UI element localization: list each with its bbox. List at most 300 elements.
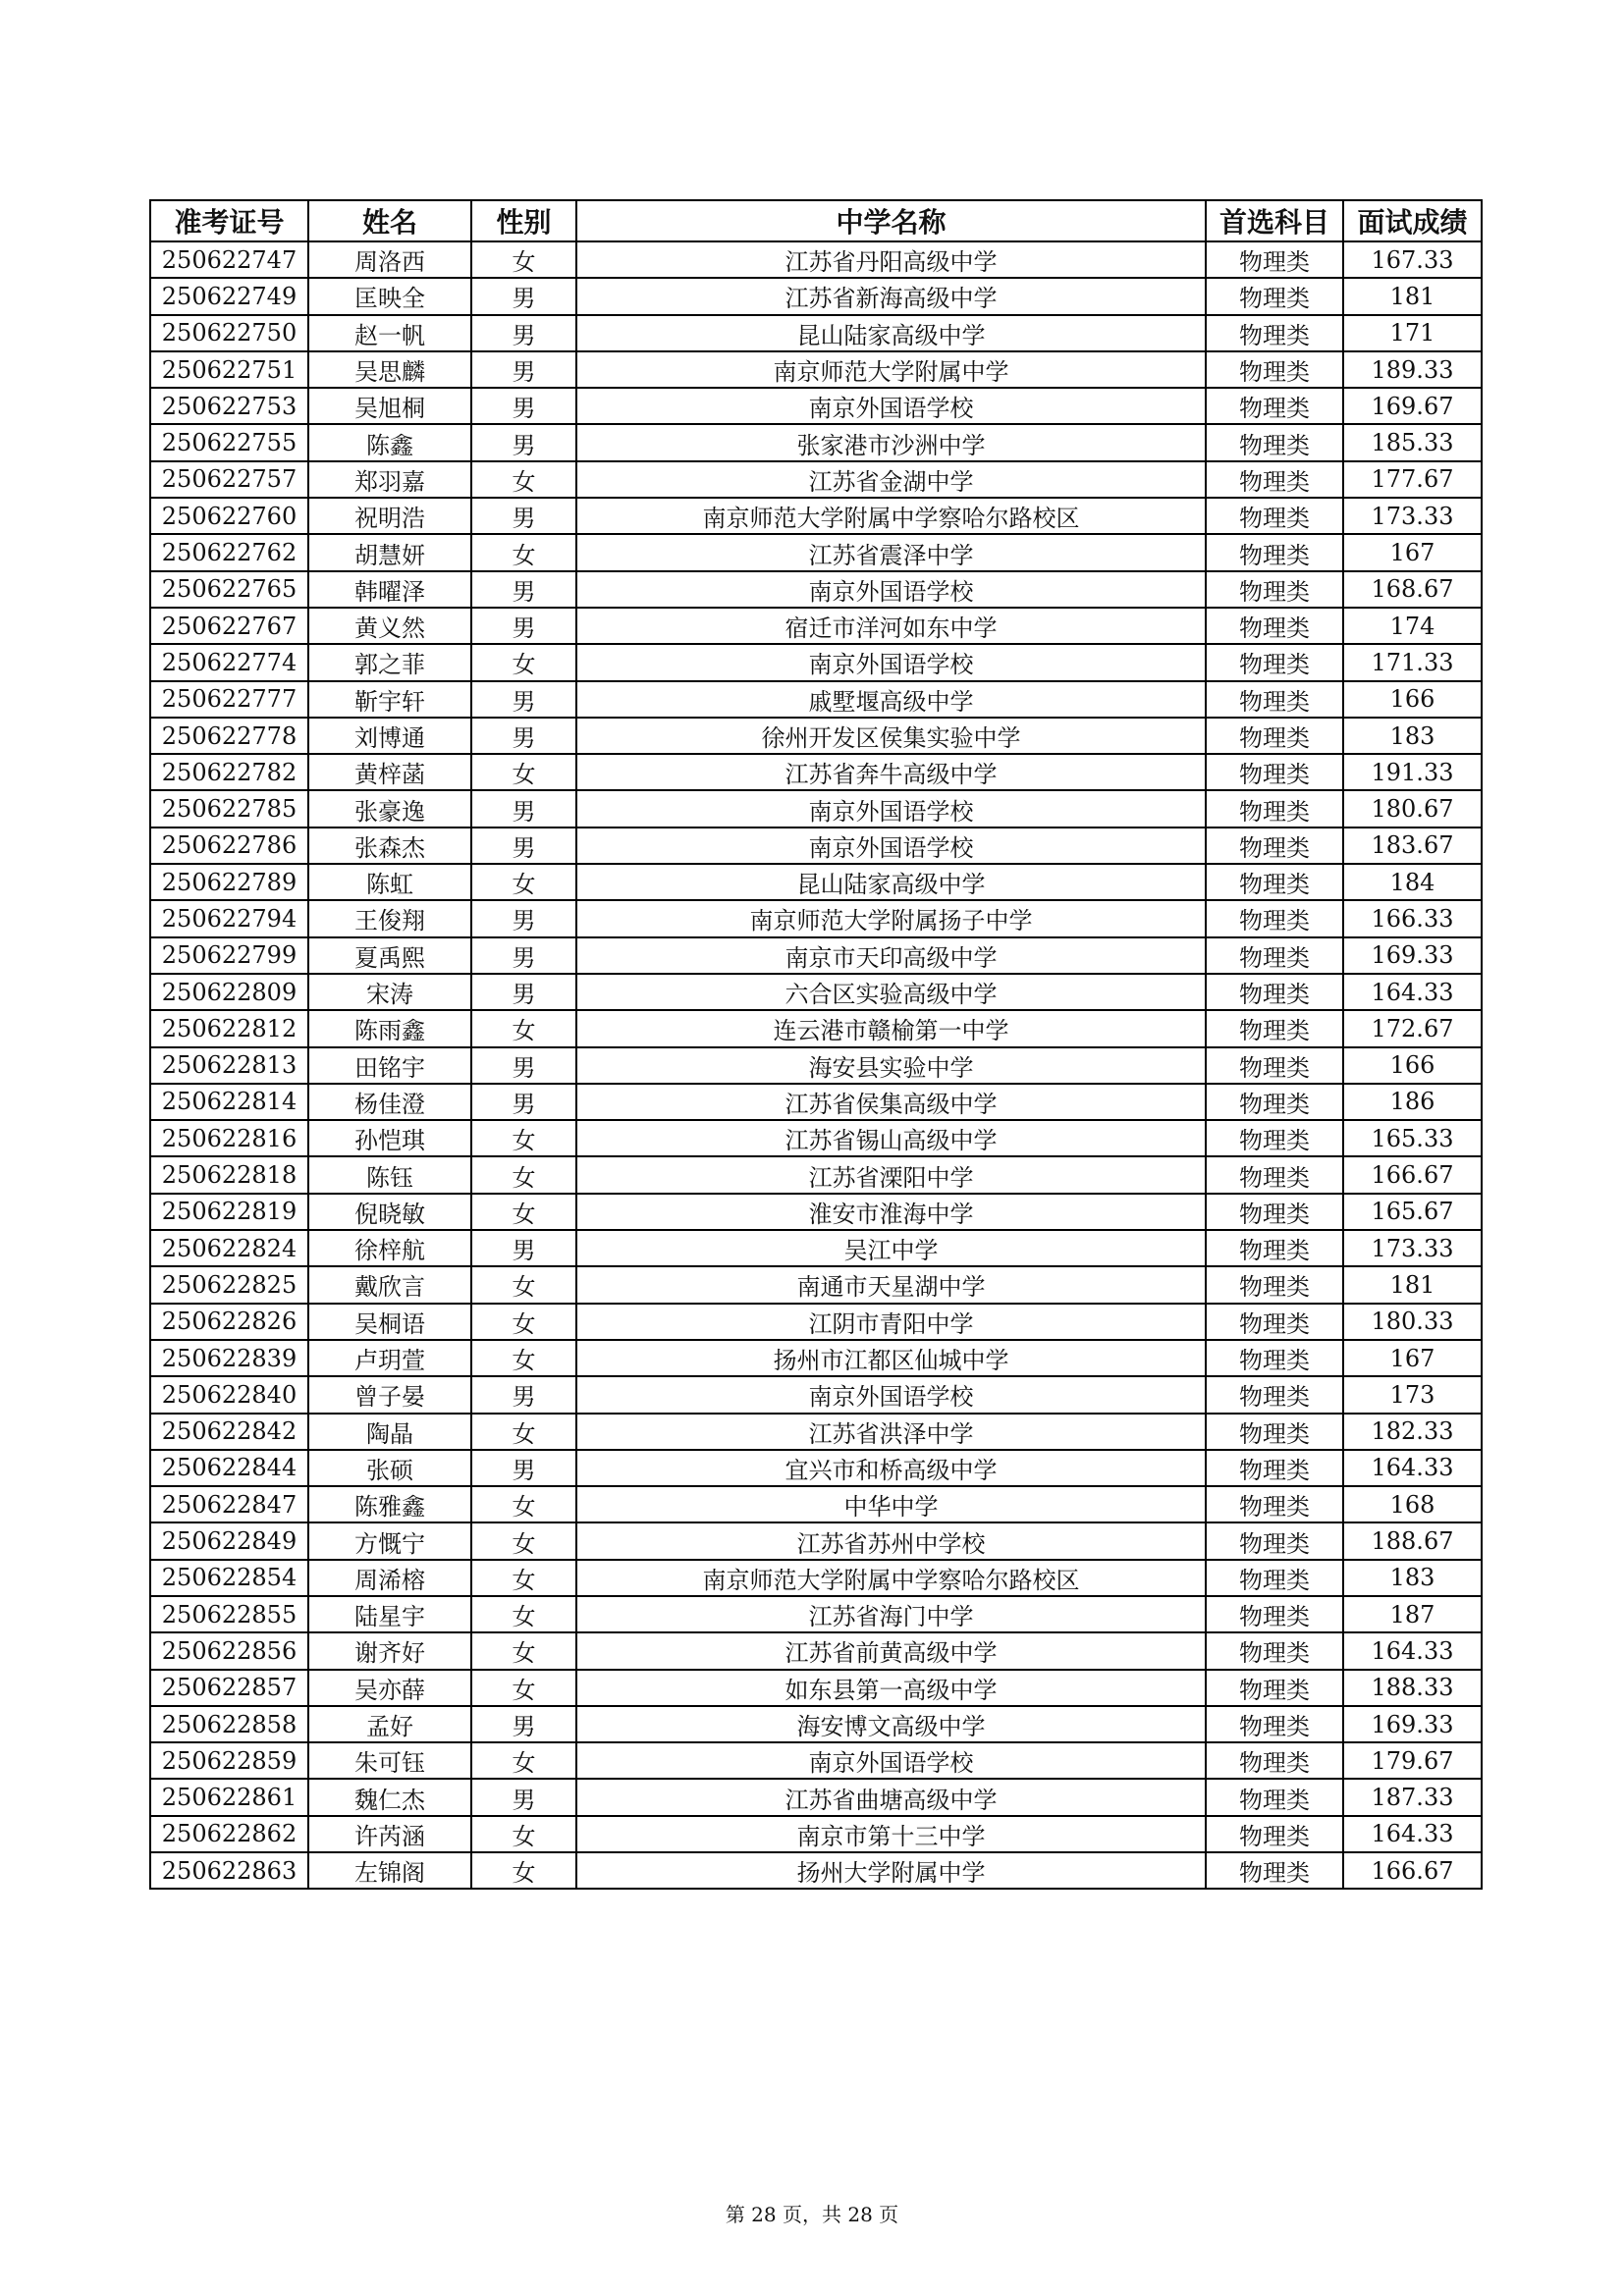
- gender-cell: 男: [471, 278, 576, 314]
- school-cell: 宿迁市洋河如东中学: [576, 608, 1206, 644]
- name-cell: 吴桐语: [308, 1304, 471, 1340]
- gender-cell: 女: [471, 1194, 576, 1230]
- name-cell: 陈雨鑫: [308, 1010, 471, 1046]
- name-cell: 卢玥萱: [308, 1340, 471, 1376]
- subject-cell: 物理类: [1206, 315, 1343, 351]
- gender-cell: 女: [471, 1486, 576, 1522]
- name-cell: 陈雅鑫: [308, 1486, 471, 1522]
- header-row: [150, 200, 1482, 241]
- gender-cell: 女: [471, 1340, 576, 1376]
- school-cell: 江阴市青阳中学: [576, 1304, 1206, 1340]
- school-cell: 徐州开发区侯集实验中学: [576, 718, 1206, 754]
- header-score: 面试成绩: [1343, 200, 1482, 241]
- score-cell: 167: [1343, 1340, 1482, 1376]
- table-row: [150, 1376, 1482, 1413]
- name-cell: 吴旭桐: [308, 388, 471, 424]
- name-cell: 倪晓敏: [308, 1194, 471, 1230]
- exam-id-cell: 250622767: [150, 608, 308, 644]
- exam-id-cell: 250622750: [150, 315, 308, 351]
- table-row: [150, 1194, 1482, 1230]
- subject-cell: 物理类: [1206, 644, 1343, 680]
- exam-id-cell: 250622794: [150, 900, 308, 936]
- score-cell: 180.67: [1343, 790, 1482, 827]
- exam-id-cell: 250622749: [150, 278, 308, 314]
- exam-id-cell: 250622755: [150, 424, 308, 460]
- score-cell: 166: [1343, 1047, 1482, 1084]
- name-cell: 夏禹熙: [308, 937, 471, 974]
- school-cell: 连云港市赣榆第一中学: [576, 1010, 1206, 1046]
- exam-id-cell: 250622839: [150, 1340, 308, 1376]
- school-cell: 张家港市沙洲中学: [576, 424, 1206, 460]
- gender-cell: 男: [471, 315, 576, 351]
- school-cell: 宜兴市和桥高级中学: [576, 1450, 1206, 1486]
- subject-cell: 物理类: [1206, 828, 1343, 864]
- school-cell: 江苏省溧阳中学: [576, 1156, 1206, 1193]
- score-cell: 164.33: [1343, 974, 1482, 1010]
- score-cell: 171: [1343, 315, 1482, 351]
- table-row: [150, 1596, 1482, 1632]
- exam-id-cell: 250622753: [150, 388, 308, 424]
- subject-cell: 物理类: [1206, 1742, 1343, 1779]
- name-cell: 韩曜泽: [308, 571, 471, 608]
- gender-cell: 男: [471, 498, 576, 534]
- name-cell: 郭之菲: [308, 644, 471, 680]
- school-cell: 江苏省金湖中学: [576, 461, 1206, 498]
- name-cell: 黄义然: [308, 608, 471, 644]
- score-cell: 184: [1343, 864, 1482, 900]
- score-cell: 169.33: [1343, 1706, 1482, 1742]
- table-row: [150, 1450, 1482, 1486]
- name-cell: 郑羽嘉: [308, 461, 471, 498]
- name-cell: 周浠榕: [308, 1560, 471, 1596]
- score-cell: 183: [1343, 1560, 1482, 1596]
- gender-cell: 男: [471, 388, 576, 424]
- exam-id-cell: 250622861: [150, 1779, 308, 1815]
- exam-id-cell: 250622816: [150, 1120, 308, 1156]
- school-cell: 如东县第一高级中学: [576, 1670, 1206, 1706]
- table-row: [150, 424, 1482, 460]
- page-footer: 第 28 页，共 28 页: [725, 2203, 899, 2226]
- table-row: [150, 1047, 1482, 1084]
- score-cell: 189.33: [1343, 351, 1482, 388]
- name-cell: 许芮涵: [308, 1816, 471, 1852]
- name-cell: 朱可钰: [308, 1742, 471, 1779]
- school-cell: 江苏省曲塘高级中学: [576, 1779, 1206, 1815]
- gender-cell: 女: [471, 1156, 576, 1193]
- subject-cell: 物理类: [1206, 1522, 1343, 1559]
- subject-cell: 物理类: [1206, 681, 1343, 718]
- gender-cell: 女: [471, 461, 576, 498]
- gender-cell: 女: [471, 1304, 576, 1340]
- subject-cell: 物理类: [1206, 1486, 1343, 1522]
- school-cell: 江苏省锡山高级中学: [576, 1120, 1206, 1156]
- name-cell: 张硕: [308, 1450, 471, 1486]
- table-row: [150, 1632, 1482, 1669]
- name-cell: 张豪逸: [308, 790, 471, 827]
- score-cell: 186: [1343, 1084, 1482, 1120]
- score-cell: 183: [1343, 718, 1482, 754]
- exam-id-cell: 250622751: [150, 351, 308, 388]
- school-cell: 江苏省震泽中学: [576, 534, 1206, 570]
- subject-cell: 物理类: [1206, 1156, 1343, 1193]
- name-cell: 徐梓航: [308, 1230, 471, 1266]
- header-exam-id: 准考证号: [150, 200, 308, 241]
- table-header: [150, 200, 1482, 241]
- score-cell: 169.33: [1343, 937, 1482, 974]
- name-cell: 戴欣言: [308, 1266, 471, 1303]
- school-cell: 江苏省丹阳高级中学: [576, 241, 1206, 278]
- score-cell: 185.33: [1343, 424, 1482, 460]
- table-row: [150, 351, 1482, 388]
- header-gender: 性别: [471, 200, 576, 241]
- exam-id-cell: 250622813: [150, 1047, 308, 1084]
- gender-cell: 女: [471, 1560, 576, 1596]
- score-cell: 164.33: [1343, 1816, 1482, 1852]
- table-row: [150, 1670, 1482, 1706]
- school-cell: 南京外国语学校: [576, 388, 1206, 424]
- subject-cell: 物理类: [1206, 900, 1343, 936]
- table-row: [150, 900, 1482, 936]
- gender-cell: 女: [471, 644, 576, 680]
- table-row: [150, 828, 1482, 864]
- exam-id-cell: 250622858: [150, 1706, 308, 1742]
- exam-id-cell: 250622747: [150, 241, 308, 278]
- gender-cell: 女: [471, 1010, 576, 1046]
- gender-cell: 男: [471, 1047, 576, 1084]
- name-cell: 陈钰: [308, 1156, 471, 1193]
- score-cell: 181: [1343, 1266, 1482, 1303]
- subject-cell: 物理类: [1206, 388, 1343, 424]
- subject-cell: 物理类: [1206, 1266, 1343, 1303]
- subject-cell: 物理类: [1206, 937, 1343, 974]
- score-cell: 187: [1343, 1596, 1482, 1632]
- table-row: [150, 1304, 1482, 1340]
- subject-cell: 物理类: [1206, 424, 1343, 460]
- school-cell: 南京外国语学校: [576, 1742, 1206, 1779]
- exam-id-cell: 250622856: [150, 1632, 308, 1669]
- table-row: [150, 1816, 1482, 1852]
- school-cell: 江苏省新海高级中学: [576, 278, 1206, 314]
- score-cell: 166: [1343, 681, 1482, 718]
- school-cell: 江苏省前黄高级中学: [576, 1632, 1206, 1669]
- gender-cell: 女: [471, 1414, 576, 1450]
- subject-cell: 物理类: [1206, 1376, 1343, 1413]
- score-cell: 177.67: [1343, 461, 1482, 498]
- score-cell: 187.33: [1343, 1779, 1482, 1815]
- score-cell: 182.33: [1343, 1414, 1482, 1450]
- score-cell: 169.67: [1343, 388, 1482, 424]
- gender-cell: 男: [471, 718, 576, 754]
- school-cell: 南通市天星湖中学: [576, 1266, 1206, 1303]
- subject-cell: 物理类: [1206, 1194, 1343, 1230]
- name-cell: 王俊翔: [308, 900, 471, 936]
- name-cell: 张森杰: [308, 828, 471, 864]
- subject-cell: 物理类: [1206, 1706, 1343, 1742]
- gender-cell: 男: [471, 571, 576, 608]
- subject-cell: 物理类: [1206, 461, 1343, 498]
- name-cell: 陈鑫: [308, 424, 471, 460]
- school-cell: 南京市天印高级中学: [576, 937, 1206, 974]
- table-row: [150, 1486, 1482, 1522]
- name-cell: 孟好: [308, 1706, 471, 1742]
- subject-cell: 物理类: [1206, 1230, 1343, 1266]
- gender-cell: 女: [471, 534, 576, 570]
- score-cell: 166.67: [1343, 1156, 1482, 1193]
- exam-id-cell: 250622785: [150, 790, 308, 827]
- exam-id-cell: 250622826: [150, 1304, 308, 1340]
- subject-cell: 物理类: [1206, 498, 1343, 534]
- gender-cell: 女: [471, 1670, 576, 1706]
- score-cell: 166.33: [1343, 900, 1482, 936]
- name-cell: 胡慧妍: [308, 534, 471, 570]
- subject-cell: 物理类: [1206, 1632, 1343, 1669]
- header-subject: 首选科目: [1206, 200, 1343, 241]
- subject-cell: 物理类: [1206, 241, 1343, 278]
- gender-cell: 女: [471, 1522, 576, 1559]
- exam-id-cell: 250622757: [150, 461, 308, 498]
- score-cell: 165.33: [1343, 1120, 1482, 1156]
- school-cell: 六合区实验高级中学: [576, 974, 1206, 1010]
- table-row: [150, 864, 1482, 900]
- name-cell: 宋涛: [308, 974, 471, 1010]
- table-row: [150, 534, 1482, 570]
- table-row: [150, 1266, 1482, 1303]
- score-cell: 188.67: [1343, 1522, 1482, 1559]
- school-cell: 南京市第十三中学: [576, 1816, 1206, 1852]
- header-school: 中学名称: [576, 200, 1206, 241]
- gender-cell: 男: [471, 1450, 576, 1486]
- gender-cell: 女: [471, 1632, 576, 1669]
- score-cell: 181: [1343, 278, 1482, 314]
- subject-cell: 物理类: [1206, 1340, 1343, 1376]
- gender-cell: 女: [471, 1596, 576, 1632]
- name-cell: 陶晶: [308, 1414, 471, 1450]
- table-row: [150, 571, 1482, 608]
- school-cell: 江苏省侯集高级中学: [576, 1084, 1206, 1120]
- school-cell: 南京师范大学附属扬子中学: [576, 900, 1206, 936]
- exam-id-cell: 250622849: [150, 1522, 308, 1559]
- table-row: [150, 1522, 1482, 1559]
- gender-cell: 男: [471, 681, 576, 718]
- exam-id-cell: 250622824: [150, 1230, 308, 1266]
- name-cell: 孙恺琪: [308, 1120, 471, 1156]
- gender-cell: 男: [471, 974, 576, 1010]
- exam-id-cell: 250622777: [150, 681, 308, 718]
- exam-id-cell: 250622799: [150, 937, 308, 974]
- subject-cell: 物理类: [1206, 1852, 1343, 1889]
- gender-cell: 男: [471, 828, 576, 864]
- exam-id-cell: 250622786: [150, 828, 308, 864]
- score-cell: 168.67: [1343, 571, 1482, 608]
- subject-cell: 物理类: [1206, 754, 1343, 790]
- gender-cell: 女: [471, 754, 576, 790]
- table-row: [150, 1156, 1482, 1193]
- table-row: [150, 790, 1482, 827]
- gender-cell: 女: [471, 241, 576, 278]
- name-cell: 周洛西: [308, 241, 471, 278]
- school-cell: 淮安市淮海中学: [576, 1194, 1206, 1230]
- school-cell: 中华中学: [576, 1486, 1206, 1522]
- school-cell: 江苏省奔牛高级中学: [576, 754, 1206, 790]
- exam-id-cell: 250622812: [150, 1010, 308, 1046]
- exam-id-cell: 250622814: [150, 1084, 308, 1120]
- exam-id-cell: 250622857: [150, 1670, 308, 1706]
- score-cell: 167: [1343, 534, 1482, 570]
- school-cell: 海安县实验中学: [576, 1047, 1206, 1084]
- table-row: [150, 498, 1482, 534]
- gender-cell: 男: [471, 937, 576, 974]
- school-cell: 南京外国语学校: [576, 644, 1206, 680]
- gender-cell: 女: [471, 1852, 576, 1889]
- table-row: [150, 315, 1482, 351]
- school-cell: 南京师范大学附属中学: [576, 351, 1206, 388]
- table-row: [150, 1340, 1482, 1376]
- subject-cell: 物理类: [1206, 278, 1343, 314]
- score-cell: 179.67: [1343, 1742, 1482, 1779]
- subject-cell: 物理类: [1206, 1560, 1343, 1596]
- school-cell: 南京外国语学校: [576, 828, 1206, 864]
- score-cell: 164.33: [1343, 1632, 1482, 1669]
- subject-cell: 物理类: [1206, 1414, 1343, 1450]
- name-cell: 田铭宇: [308, 1047, 471, 1084]
- subject-cell: 物理类: [1206, 1450, 1343, 1486]
- table-row: [150, 1852, 1482, 1889]
- table-row: [150, 461, 1482, 498]
- table-row: [150, 1779, 1482, 1815]
- school-cell: 江苏省苏州中学校: [576, 1522, 1206, 1559]
- table-row: [150, 608, 1482, 644]
- table-row: [150, 278, 1482, 314]
- subject-cell: 物理类: [1206, 1670, 1343, 1706]
- exam-id-cell: 250622818: [150, 1156, 308, 1193]
- score-cell: 168: [1343, 1486, 1482, 1522]
- subject-cell: 物理类: [1206, 1816, 1343, 1852]
- school-cell: 南京师范大学附属中学察哈尔路校区: [576, 498, 1206, 534]
- name-cell: 吴思麟: [308, 351, 471, 388]
- table-row: [150, 1084, 1482, 1120]
- subject-cell: 物理类: [1206, 1120, 1343, 1156]
- exam-id-cell: 250622778: [150, 718, 308, 754]
- exam-id-cell: 250622854: [150, 1560, 308, 1596]
- school-cell: 南京外国语学校: [576, 790, 1206, 827]
- gender-cell: 男: [471, 1779, 576, 1815]
- subject-cell: 物理类: [1206, 608, 1343, 644]
- header-name: 姓名: [308, 200, 471, 241]
- school-cell: 昆山陆家高级中学: [576, 315, 1206, 351]
- subject-cell: 物理类: [1206, 1047, 1343, 1084]
- subject-cell: 物理类: [1206, 718, 1343, 754]
- school-cell: 南京外国语学校: [576, 571, 1206, 608]
- gender-cell: 女: [471, 1742, 576, 1779]
- gender-cell: 男: [471, 900, 576, 936]
- exam-id-cell: 250622762: [150, 534, 308, 570]
- subject-cell: 物理类: [1206, 351, 1343, 388]
- gender-cell: 女: [471, 1816, 576, 1852]
- gender-cell: 男: [471, 790, 576, 827]
- name-cell: 吴亦薛: [308, 1670, 471, 1706]
- name-cell: 匡映全: [308, 278, 471, 314]
- school-cell: 戚墅堰高级中学: [576, 681, 1206, 718]
- school-cell: 南京师范大学附属中学察哈尔路校区: [576, 1560, 1206, 1596]
- name-cell: 赵一帆: [308, 315, 471, 351]
- subject-cell: 物理类: [1206, 864, 1343, 900]
- exam-id-cell: 250622809: [150, 974, 308, 1010]
- score-cell: 165.67: [1343, 1194, 1482, 1230]
- table-row: [150, 1742, 1482, 1779]
- score-cell: 171.33: [1343, 644, 1482, 680]
- exam-id-cell: 250622863: [150, 1852, 308, 1889]
- school-cell: 江苏省洪泽中学: [576, 1414, 1206, 1450]
- score-cell: 172.67: [1343, 1010, 1482, 1046]
- exam-id-cell: 250622789: [150, 864, 308, 900]
- score-cell: 173.33: [1343, 1230, 1482, 1266]
- table-row: [150, 718, 1482, 754]
- gender-cell: 女: [471, 1120, 576, 1156]
- subject-cell: 物理类: [1206, 790, 1343, 827]
- name-cell: 黄梓菡: [308, 754, 471, 790]
- table-body: [150, 241, 1482, 1889]
- gender-cell: 男: [471, 424, 576, 460]
- exam-id-cell: 250622760: [150, 498, 308, 534]
- table-row: [150, 1706, 1482, 1742]
- score-cell: 180.33: [1343, 1304, 1482, 1340]
- score-cell: 191.33: [1343, 754, 1482, 790]
- exam-id-cell: 250622862: [150, 1816, 308, 1852]
- gender-cell: 男: [471, 1706, 576, 1742]
- gender-cell: 男: [471, 1376, 576, 1413]
- school-cell: 扬州大学附属中学: [576, 1852, 1206, 1889]
- score-cell: 164.33: [1343, 1450, 1482, 1486]
- table-row: [150, 1120, 1482, 1156]
- name-cell: 刘博通: [308, 718, 471, 754]
- gender-cell: 男: [471, 1230, 576, 1266]
- name-cell: 靳宇轩: [308, 681, 471, 718]
- school-cell: 南京外国语学校: [576, 1376, 1206, 1413]
- subject-cell: 物理类: [1206, 974, 1343, 1010]
- exam-id-cell: 250622859: [150, 1742, 308, 1779]
- table-row: [150, 1414, 1482, 1450]
- exam-id-cell: 250622819: [150, 1194, 308, 1230]
- name-cell: 左锦阁: [308, 1852, 471, 1889]
- exam-id-cell: 250622844: [150, 1450, 308, 1486]
- subject-cell: 物理类: [1206, 1010, 1343, 1046]
- table-row: [150, 241, 1482, 278]
- score-cell: 188.33: [1343, 1670, 1482, 1706]
- subject-cell: 物理类: [1206, 534, 1343, 570]
- score-table: [149, 199, 1483, 1890]
- gender-cell: 女: [471, 1266, 576, 1303]
- name-cell: 陆星宇: [308, 1596, 471, 1632]
- subject-cell: 物理类: [1206, 1596, 1343, 1632]
- exam-id-cell: 250622855: [150, 1596, 308, 1632]
- table-row: [150, 681, 1482, 718]
- score-cell: 167.33: [1343, 241, 1482, 278]
- table-row: [150, 754, 1482, 790]
- table-row: [150, 1230, 1482, 1266]
- exam-id-cell: 250622842: [150, 1414, 308, 1450]
- name-cell: 谢齐好: [308, 1632, 471, 1669]
- table-row: [150, 388, 1482, 424]
- exam-id-cell: 250622774: [150, 644, 308, 680]
- gender-cell: 男: [471, 351, 576, 388]
- school-cell: 扬州市江都区仙城中学: [576, 1340, 1206, 1376]
- table-row: [150, 1010, 1482, 1046]
- score-cell: 173: [1343, 1376, 1482, 1413]
- name-cell: 陈虹: [308, 864, 471, 900]
- table-row: [150, 644, 1482, 680]
- school-cell: 吴江中学: [576, 1230, 1206, 1266]
- table-row: [150, 974, 1482, 1010]
